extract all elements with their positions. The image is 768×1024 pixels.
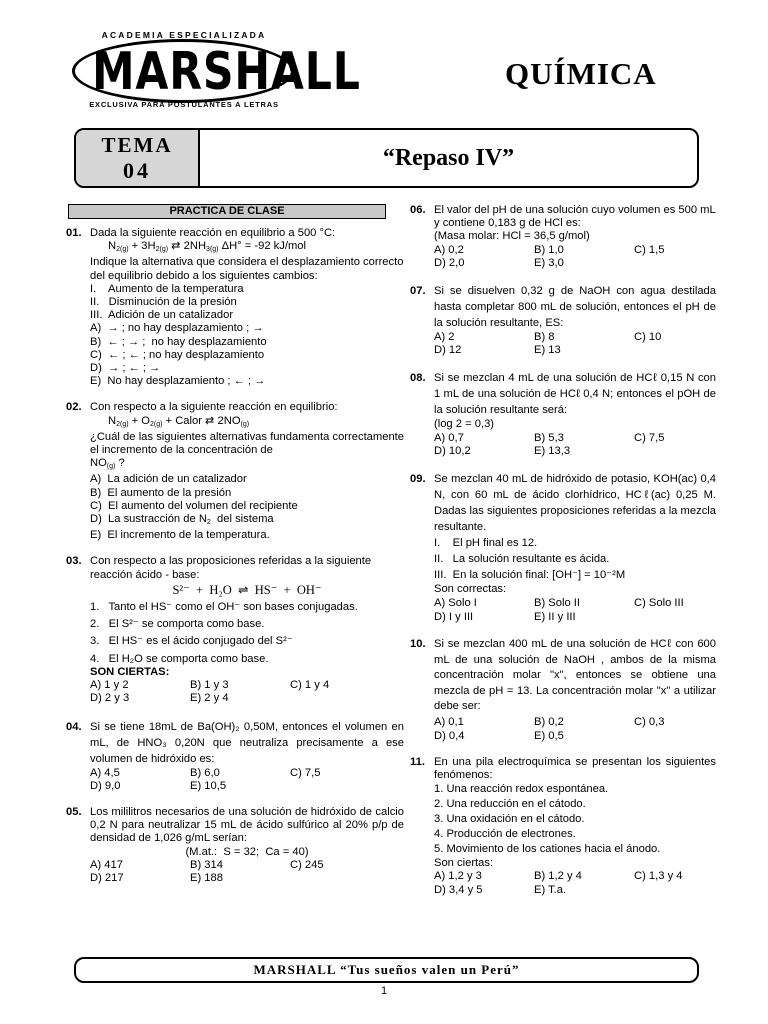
tema-number: 04: [123, 158, 151, 183]
question-number: 04.: [66, 720, 82, 733]
option: E) No hay desplazamiento ; ← ; →: [90, 375, 266, 388]
option: [90, 513, 404, 529]
eq-part: + Calor: [162, 414, 206, 427]
option: C) 10: [634, 331, 662, 344]
question-09: [410, 471, 716, 624]
question-stem: Dada la siguiente reacción en equilibrio a 500 °C:: [90, 227, 336, 239]
option: D) 2 y 3: [90, 692, 130, 705]
option: D) I y III: [434, 611, 474, 624]
answer-label: Son correctas:: [434, 583, 507, 596]
options-grid: [434, 331, 716, 357]
option: A) Solo I: [434, 597, 477, 610]
tema-title: “Repaso IV”: [382, 145, 515, 171]
proposition: 3. Una oxidación en el cátodo.: [434, 813, 585, 826]
option: C) 7,5: [290, 766, 321, 779]
question-stem: Los mililitros necesarios de una solución de hidróxido de calcio 0,2 N para neutralizar 15 mL de ácido sulfúrico al 20% p/p de densidad de 1,026 g/mL serían:: [90, 805, 404, 845]
option: E) 0,5: [534, 729, 564, 742]
option: B) 0,2: [534, 715, 564, 728]
question-body: Indique la alternativa que considera el desplazamiento correcto del equilibrio debido a los siguientes cambios:: [90, 256, 404, 282]
option: A) 0,1: [434, 715, 464, 728]
option: B) 5,3: [534, 431, 564, 444]
equation: [90, 415, 404, 431]
option: D) 2,0: [434, 256, 465, 269]
tema-banner: [74, 128, 699, 188]
question-stem: Con respecto a las proposiciones referidas a la siguiente reacción ácido - base:: [90, 555, 372, 581]
option: D) 3,4 y 5: [434, 883, 483, 896]
option: B) 1,2 y 4: [534, 870, 582, 883]
option: A) 1 y 2: [90, 679, 129, 692]
option: B) 8: [534, 331, 555, 344]
option: A) → ; no hay desplazamiento ; →: [90, 322, 264, 335]
options-grid: [90, 859, 404, 885]
question-number: 09.: [410, 473, 426, 486]
eq-sub: 2(g): [150, 420, 163, 428]
proposition: II. La solución resultante es ácida.: [434, 553, 610, 566]
eq-part: N: [108, 414, 117, 427]
question-number: 01.: [66, 227, 82, 239]
option: C) 245: [290, 858, 324, 871]
question-number: 05.: [66, 805, 82, 818]
footer-slogan: MARSHALL “Tus sueños valen un Perú”: [74, 957, 699, 983]
option: C) 7,5: [634, 431, 665, 444]
option: D) 217: [90, 871, 124, 884]
question-07: [410, 283, 716, 357]
option: E) 13,3: [534, 444, 571, 457]
options-grid: [434, 244, 716, 270]
equilibrium-arrow: ⇄: [168, 240, 184, 253]
tema-label: TEMA: [101, 133, 173, 157]
question-number: 03.: [66, 555, 82, 568]
right-column: [410, 204, 716, 910]
proposition: 1. Una reacción redox espontánea.: [434, 783, 609, 796]
question-number: 08.: [410, 372, 426, 385]
option: A) 1,2 y 3: [434, 870, 482, 883]
option: D) 0,4: [434, 729, 465, 742]
option: A) 2: [434, 331, 455, 344]
proposition: 1. Tanto el HS⁻ como el OH⁻ son bases conjugadas.: [90, 601, 358, 614]
proposition: I. El pH final es 12.: [434, 537, 538, 550]
tema-box: [76, 130, 200, 186]
formula-sub: (g): [106, 463, 116, 471]
question-stem: El valor del pH de una solución cuyo volumen es 500 mL y contiene 0,183 g de HCl es:: [434, 204, 716, 230]
question-10: [410, 637, 716, 743]
proposition: 4. El H₂O se comporta como base.: [90, 652, 269, 665]
eq-part: 2NH: [183, 240, 207, 253]
question-stem: Se mezclan 40 mL de hidróxido de potasio, KOH(ac) 0,4 N, con 60 mL de ácido clorhídrico, HCℓ(ac) 0,25 M. Dadas las siguientes proposiciones referidas a la mezcla resultante.: [434, 473, 716, 534]
question-06: [410, 204, 716, 270]
option: D) → ; ← ; →: [90, 362, 161, 375]
option: C) 1,3 y 4: [634, 870, 683, 883]
option: C) 0,3: [634, 715, 665, 728]
eq-part: ΔH° = -92 kJ/mol: [218, 240, 306, 253]
question-stem: Si se tiene 18mL de Ba(OH)₂ 0,50M, entonces el volumen en mL, de HNO₃ 0,20N que neutraliza precisamente a ese volumen de hidróxido es:: [90, 720, 404, 765]
question-05: [66, 806, 404, 885]
eq-part: + O: [128, 414, 150, 427]
equation: [90, 240, 404, 256]
eq-sub: (g): [240, 420, 250, 428]
question-note: (M.at.: S = 32; Ca = 40): [185, 845, 309, 858]
option: B) ← ; → ; no hay desplazamiento: [90, 335, 267, 348]
option-text: del sistema: [210, 513, 274, 526]
question-mark: ?: [115, 457, 125, 470]
proposition: 2. El S²⁻ se comporta como base.: [90, 618, 265, 631]
options-grid: [434, 715, 716, 743]
option: A) 417: [90, 858, 123, 871]
option: D) 9,0: [90, 779, 121, 792]
option: C) 1,5: [634, 243, 665, 256]
question-stem: Si se mezclan 400 mL de una solución de HCℓ con 600 mL de una solución de NaOH , ambos de la misma concentración molar "x", entonces se obtiene una mezcla de pH = 13. La concentración molar "x" a utilizar debe ser:: [434, 638, 716, 713]
academy-logo: [72, 30, 361, 120]
option: E) 13: [534, 344, 561, 357]
question-04: [66, 719, 404, 793]
equilibrium-arrow: ⇄: [205, 414, 215, 427]
option: B) 1 y 3: [190, 679, 229, 692]
options-grid: [434, 870, 716, 896]
question-03: [66, 555, 404, 705]
option: B) El aumento de la presión: [90, 486, 232, 499]
options-grid: [90, 767, 404, 793]
page-number: 1: [380, 985, 388, 997]
option: E) 3,0: [534, 256, 564, 269]
options-grid: [90, 679, 404, 705]
reaction-equation: S²⁻ + H₂O ⇌ HS⁻ + OH⁻: [172, 582, 322, 597]
proposition: 5. Movimiento de los cationes hacia el ánodo.: [434, 843, 661, 856]
question-number: 10.: [410, 638, 426, 651]
question-note: (Masa molar: HCl = 36,5 g/mol): [434, 230, 590, 243]
item: II. Disminución de la presión: [90, 296, 237, 309]
question-number: 07.: [410, 285, 426, 298]
question-note: (log 2 = 0,3): [434, 418, 495, 431]
options-grid: [434, 596, 716, 624]
formula: NO: [90, 457, 107, 470]
option: A) 0,2: [434, 243, 464, 256]
question-number: 02.: [66, 401, 82, 414]
proposition: III. En la solución final: [OH⁻] = 10⁻²M: [434, 569, 626, 582]
subject-title: QUÍMICA: [505, 56, 657, 91]
question-11: [410, 756, 716, 897]
option: B) 6,0: [190, 766, 220, 779]
option: E) El incremento de la temperatura.: [90, 529, 270, 542]
item: I. Aumento de la temperatura: [90, 282, 244, 295]
section-header: PRACTICA DE CLASE: [68, 204, 386, 219]
logo-emblem: [72, 39, 361, 102]
question-stem: Con respecto a la siguiente reacción en equilibrio:: [90, 401, 338, 414]
option: E) 10,5: [190, 779, 227, 792]
formula-sub: 2: [206, 519, 211, 527]
logo-top-text: ACADEMIA ESPECIALIZADA: [101, 30, 267, 40]
eq-part: + 3H: [128, 240, 156, 253]
answer-label: SON CIERTAS:: [90, 665, 170, 678]
option: A) 4,5: [90, 766, 120, 779]
option: E) 2 y 4: [190, 692, 229, 705]
question-stem: Si se mezclan 4 mL de una solución de HCℓ 0,15 N con 1 mL de una solución de HCℓ 0,4 N; entonces el pOH de la solución resultante será:: [434, 372, 716, 417]
option: C) Solo III: [634, 597, 684, 610]
answer-label: Son ciertas:: [434, 857, 494, 870]
option: C) 1 y 4: [290, 679, 330, 692]
question-number: 06.: [410, 204, 426, 216]
logo-wordmark: MARSHALL: [92, 42, 361, 102]
question-number: 11.: [410, 755, 425, 768]
proposition: 2. Una reducción en el cátodo.: [434, 798, 586, 811]
option: E) 188: [190, 871, 223, 884]
option: E) T.a.: [534, 883, 567, 896]
option: D) 12: [434, 344, 462, 357]
eq-part: N: [108, 240, 117, 253]
option: B) Solo II: [534, 597, 581, 610]
option: B) 314: [190, 858, 223, 871]
eq-sub: 3(g): [206, 246, 219, 254]
option: A) La adición de un catalizador: [90, 473, 247, 486]
option: E) II y III: [534, 611, 576, 624]
question-08: [410, 370, 716, 458]
option: B) 1,0: [534, 243, 564, 256]
logo-bottom-text: EXCLUSIVA PARA POSTULANTES A LETRAS: [89, 100, 279, 109]
option-text: D) La sustracción de N: [90, 513, 207, 526]
option: C) El aumento del volumen del recipiente: [90, 499, 298, 512]
eq-sub: 2(g): [116, 420, 129, 428]
question-body-end: [90, 457, 404, 473]
option: D) 10,2: [434, 444, 471, 457]
question-02: [66, 401, 404, 542]
eq-sub: 2(g): [155, 246, 169, 254]
options-grid: [434, 432, 716, 458]
item: III. Adición de un catalizador: [90, 309, 234, 322]
option: C) ← ; ← ; no hay desplazamiento: [90, 348, 265, 361]
eq-sub: 2(g): [116, 246, 129, 254]
proposition: 3. El HS⁻ es el ácido conjugado del S²⁻: [90, 635, 293, 648]
question-stem: En una pila electroquímica se presentan los siguientes fenómenos:: [434, 755, 716, 781]
proposition: 4. Producción de electrones.: [434, 828, 576, 841]
eq-part: 2NO: [214, 414, 241, 427]
question-01: [66, 227, 404, 388]
option: A) 0,7: [434, 431, 464, 444]
question-body: ¿Cuál de las siguientes alternativas fundamenta correctamente el incremento de la concentración de: [90, 430, 404, 457]
question-stem: Si se disuelven 0,32 g de NaOH con agua destilada hasta completar 800 mL de solución, entonces el pH de la solución resultante, ES:: [434, 285, 716, 330]
left-column: [66, 204, 404, 898]
